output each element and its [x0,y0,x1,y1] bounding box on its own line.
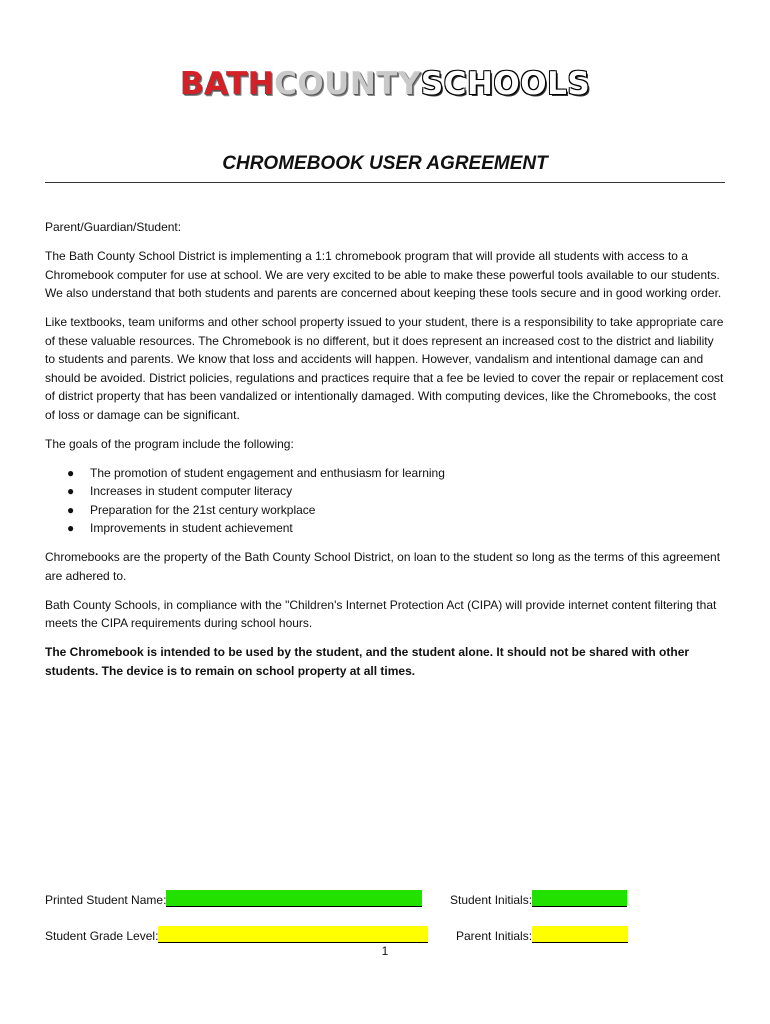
grade-level-field[interactable] [158,926,428,943]
bullet-icon: ● [67,502,75,517]
goal-text: Increases in student computer literacy [90,484,293,498]
logo-schools: SCHOOLS [420,66,591,102]
paragraph-goals-intro: The goals of the program include the following: [45,436,294,451]
title-divider [45,182,725,183]
student-name-row [45,890,422,909]
student-name-field[interactable] [166,890,422,907]
bullet-icon: ● [67,484,75,498]
goal-text: Preparation for the 21st century workplace [90,502,316,517]
list-item [45,482,725,501]
parent-initials-row [456,926,628,945]
bullet-icon: ● [67,521,75,535]
grade-level-row [45,926,428,945]
goals-list [45,464,725,538]
paragraph-intro: The Bath County School District is implementing a 1:1 chromebook program that will provide all students with access to a Chromebook computer for use at school. We are very excited to be able to make these powerful tools available to our students. We also understand that both students and parents are concerned about keeping these tools secure and in good working order. [45,249,722,300]
page-title: CHROMEBOOK USER AGREEMENT [222,153,548,174]
salutation: Parent/Guardian/Student: [45,220,182,234]
grade-level-label: Student Grade Level: [45,929,159,943]
goal-text: The promotion of student engagement and enthusiasm for learning [90,465,445,480]
student-initials-field[interactable] [532,890,627,907]
student-initials-label: Student Initials: [450,893,533,907]
student-initials-row [450,890,627,909]
paragraph-responsibility: Like textbooks, team uniforms and other school property issued to your student, there is a responsibility to take appropriate care of these valuable resources. The Chromebook is no different, but it does represent an increased cost to the district and liability to students and parents. We know that loss and accidents will happen. However, vandalism and intentional damage can and should be avoided. District policies, regulations and practices require that a fee be levied to cover the repair or replacement cost of district property that has been vandalized or intentionally damaged. With computing devices, like the Chromebooks, the cost of loss or damage can be significant. [45,315,724,422]
goal-text: Improvements in student achievement [90,521,293,535]
paragraph-cipa: Bath County Schools, in compliance with the "Children's Internet Protection Act (CIPA) will provide internet content filtering that meets the CIPA requirements during school hours. [45,597,717,630]
bullet-icon: ● [67,465,75,480]
paragraph-property: Chromebooks are the property of the Bath County School District, on loan to the student so long as the terms of this agreement are adhered to. [45,550,721,583]
list-item [45,519,725,538]
page-number: 1 [381,944,389,958]
logo-bath: BATH [179,66,275,102]
bold-notice: The Chromebook is intended to be used by the student, and the student alone. It should not be shared with other students. The device is to remain on school property at all times. [45,645,690,678]
list-item [45,464,725,483]
parent-initials-field[interactable] [532,926,628,943]
agreement-body [45,218,725,691]
student-name-label: Printed Student Name: [45,893,167,907]
list-item [45,501,725,520]
parent-initials-label: Parent Initials: [456,929,533,943]
logo-county: COUNTY [274,66,421,102]
district-logo [0,66,770,102]
